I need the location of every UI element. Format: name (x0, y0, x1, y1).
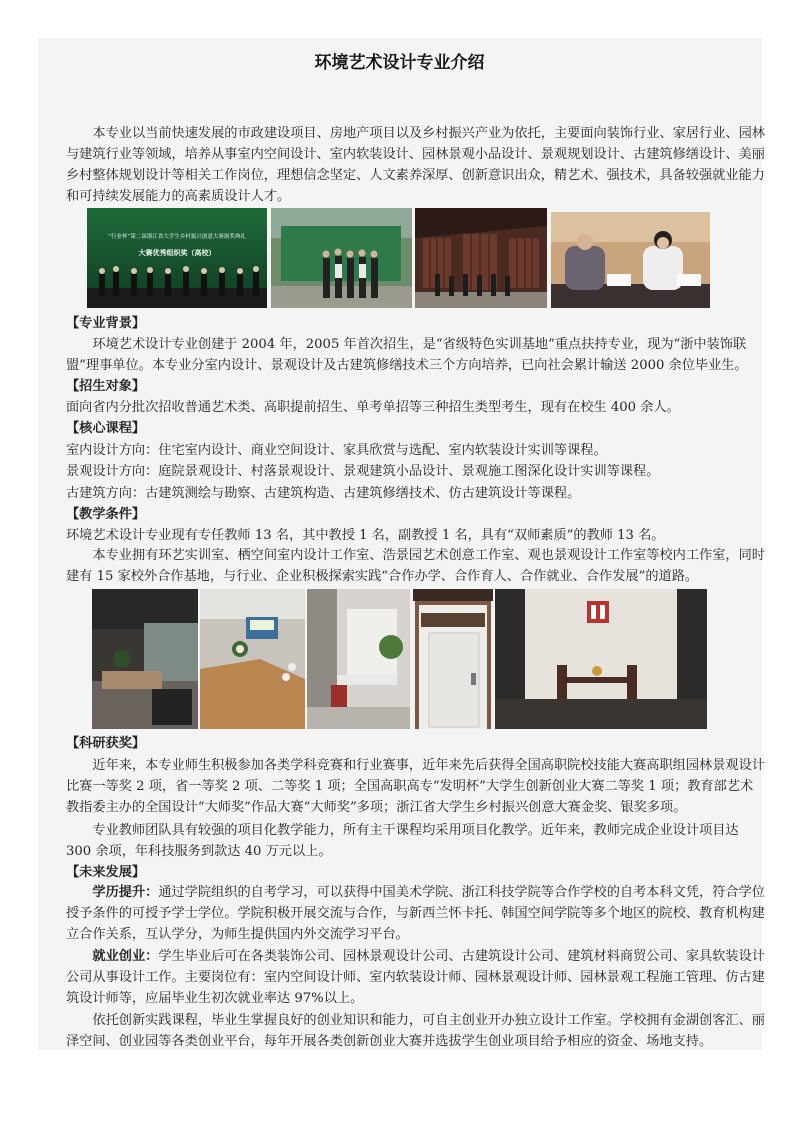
conditions-facilities: 本专业拥有环艺实训室、栖空间室内设计工作室、浩景园艺术创意工作室、观也景观设计工作室等校内工作室，同时建有 15 家校外合作基地，与行业、企业积极探索实践“合作办学、合作育人、合作就业、合作发展”的道路。 (66, 548, 765, 584)
education-text: 通过学院组织的自考学习，可以获得中国美术学院、浙江科技学院等合作学校的自考本科文凭，符合学位授予条件的可授予学士学位。学院积极开展交流与合作，与新西兰怀卡托、韩国空间学院等多个地区的院校、教育机构建立合作关系，互认学分，为师生提供国内外交流学习平台。 (66, 885, 765, 942)
photo-studio-meeting (307, 589, 410, 729)
heading-research: 【科研获奖】 (66, 736, 146, 751)
future-education (66, 882, 766, 945)
photo-studio-door (413, 589, 493, 729)
research-projects: 专业教师团队具有较强的项目化教学能力，所有主干课程均采用项目化教学。近年来，教师完成企业设计项目达 300 余项，年科技服务到款达 40 万元以上。 (66, 823, 739, 859)
education-label: 学历提升： (92, 885, 159, 900)
intro-paragraph: 本专业以当前快速发展的市政建设项目、房地产项目以及乡村振兴产业为依托，主要面向装饰行业、家居行业、园林与建筑行业等领域，培养从事室内空间设计、室内软装设计、园林景观小品设计、景观规划设计、古建筑修缮设计、美丽乡村整体规划设计等相关工作岗位，理想信念坚定、人文素养深厚、创新意识出众，精艺术、强技术，具备较强就业能力和可持续发展能力的高素质设计人才。 (66, 126, 765, 204)
future-startup: 依托创新实践课程，毕业生掌握良好的创业知识和能力，可自主创业开办独立设计工作室。学校拥有金湖创客汇、丽泽空间、创业园等各类创业平台，每年开展各类创新创业大赛并选拔学生创业项目给予相应的资金、场地支持。 (66, 1013, 765, 1049)
photo-seminar-panel (551, 212, 710, 308)
courses-interior: 室内设计方向：住宅室内设计、商业空间设计、家具欣赏与选配、室内软装设计实训等课程。 (66, 443, 607, 458)
courses-landscape: 景观设计方向：庭院景观设计、村落景观设计、景观建筑小品设计、景观施工图深化设计实训等课程。 (66, 464, 660, 479)
heading-conditions: 【教学条件】 (66, 507, 146, 522)
photo-ancient-building (415, 208, 547, 308)
research-awards: 近年来，本专业师生积极参加各类学科竞赛和行业赛事，近年来先后获得全国高职院校技能大赛高职组园林景观设计比赛一等奖 2 项，省一等奖 2 项、二等奖 1 项；全国高职高专“发明杯”大学生创新创业大赛二等奖 1 项；教育部艺术教指委主办的全国设计“大师奖”作品大赛“大师奖”多项；浙江省大学生乡村振兴创意大赛金奖、银奖多项。 (66, 758, 765, 815)
heading-future: 【未来发展】 (66, 865, 146, 880)
stage-award-text: 大赛优秀组织奖（高校） (138, 249, 216, 257)
courses-ancient-architecture: 古建筑方向：古建筑测绘与勘察、古建筑构造、古建筑修缮技术、仿古建筑设计等课程。 (66, 486, 581, 501)
employment-label: 就业创业： (92, 949, 159, 964)
page-title: 环境艺术设计专业介绍 (314, 53, 485, 73)
photo-studio-workspace (200, 589, 305, 729)
photo-studio-hall (495, 589, 707, 729)
photo-group-outdoor (271, 208, 412, 308)
employment-text: 学生毕业后可在各类装饰公司、园林景观设计公司、古建筑设计公司、建筑材料商贸公司、家具软装设计公司从事设计工作。主要岗位有：室内空间设计师、室内软装设计师、园林景观设计师、园林景观工程施工管理、仿古建筑设计师等，应届毕业生初次就业率达 97%以上。 (66, 949, 765, 1006)
future-employment (66, 946, 766, 1009)
heading-courses: 【核心课程】 (66, 421, 146, 436)
background-paragraph: 环境艺术设计专业创建于 2004 年，2005 年首次招生，是“省级特色实训基地”重点扶持专业，现为“浙中装饰联盟”理事单位。本专业分室内设计、景观设计及古建筑修缮技术三个方向培养，已向社会累计输送 2000 余位毕业生。 (66, 337, 748, 373)
enrollment-text: 面向省内分批次招收普通艺术类、高职提前招生、单考单招等三种招生类型考生，现有在校生 400 余人。 (66, 400, 680, 415)
heading-enrollment: 【招生对象】 (66, 379, 146, 394)
photo-studio-lounge (92, 589, 198, 729)
stage-banner-text: “行业杯”第二届浙江省大学生乡村振兴创意大赛颁奖典礼 (108, 234, 246, 240)
photo-award-ceremony (87, 208, 267, 308)
conditions-teachers: 环境艺术设计专业现有专任教师 13 名，其中教授 1 名，副教授 1 名，具有“双师素质”的教师 13 名。 (66, 528, 665, 543)
heading-background: 【专业背景】 (66, 316, 146, 331)
